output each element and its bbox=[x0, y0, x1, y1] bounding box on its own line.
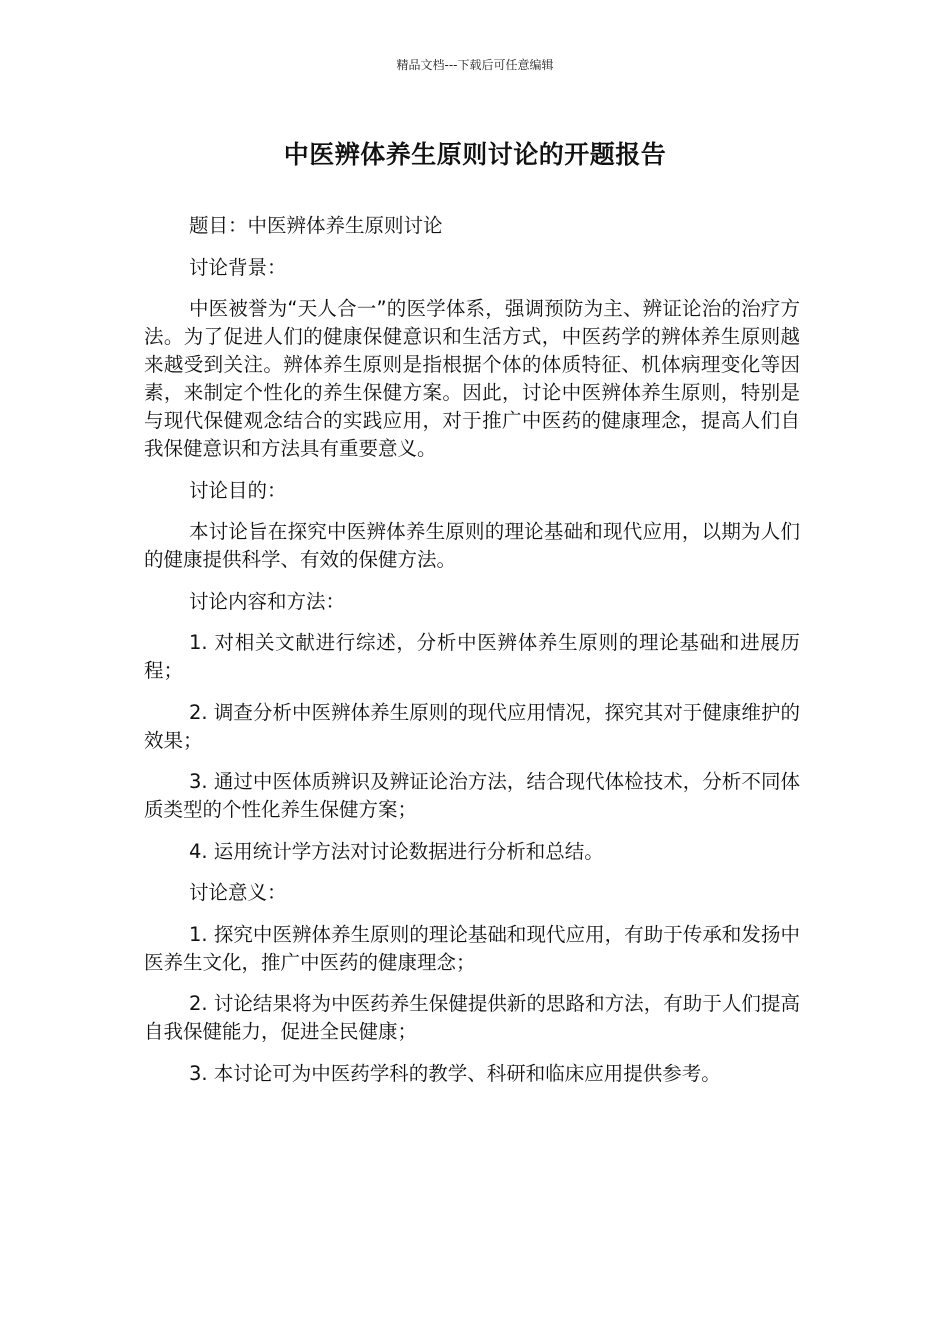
background-paragraph: 中医被誉为“天人合一”的医学体系，强调预防为主、辨证论治的治疗方法。为了促进人们的健康保健意识和生活方式，中医药学的辨体养生原则越来越受到关注。辨体养生原则是指根据个体的体质特征、机体病理变化等因素，来制定个性化的养生保健方案。因此，讨论中医辨体养生原则，特别是与现代保健观念结合的实践应用，对于推广中医药的健康理念，提高人们自我保健意识和方法具有重要意义。 bbox=[144, 297, 800, 460]
significance-item: 1. 探究中医辨体养生原则的理论基础和现代应用，有助于传承和发扬中医养生文化，推广中医药的健康理念； bbox=[144, 922, 800, 974]
method-item: 2. 调查分析中医辨体养生原则的现代应用情况，探究其对于健康维护的效果； bbox=[144, 700, 800, 752]
topic-line: 题目：中医辨体养生原则讨论 bbox=[189, 214, 443, 237]
section-heading-background: 讨论背景： bbox=[189, 255, 287, 279]
method-item: 3. 通过中医体质辨识及辨证论治方法，结合现代体检技术，分析不同体质类型的个性化养生保健方案； bbox=[144, 770, 800, 821]
significance-item: 2. 讨论结果将为中医药养生保健提供新的思路和方法，有助于人们提高自我保健能力，促进全民健康； bbox=[144, 992, 800, 1043]
document-title: 中医辨体养生原则讨论的开题报告 bbox=[283, 140, 667, 169]
significance-item: 3. 本讨论可为中医药学科的教学、科研和临床应用提供参考。 bbox=[189, 1061, 721, 1085]
header-note: 精品文档---下载后可任意编辑 bbox=[396, 58, 554, 72]
document-body bbox=[144, 212, 800, 1101]
section-heading-content-methods: 讨论内容和方法： bbox=[189, 589, 346, 613]
method-item: 1. 对相关文献进行综述，分析中医辨体养生原则的理论基础和进展历程； bbox=[144, 631, 800, 682]
method-item: 4. 运用统计学方法对讨论数据进行分析和总结。 bbox=[189, 839, 604, 863]
section-heading-significance: 讨论意义： bbox=[189, 881, 287, 904]
purpose-paragraph: 本讨论旨在探究中医辨体养生原则的理论基础和现代应用，以期为人们的健康提供科学、有效的保健方法。 bbox=[144, 520, 800, 571]
section-heading-purpose: 讨论目的： bbox=[189, 478, 287, 502]
